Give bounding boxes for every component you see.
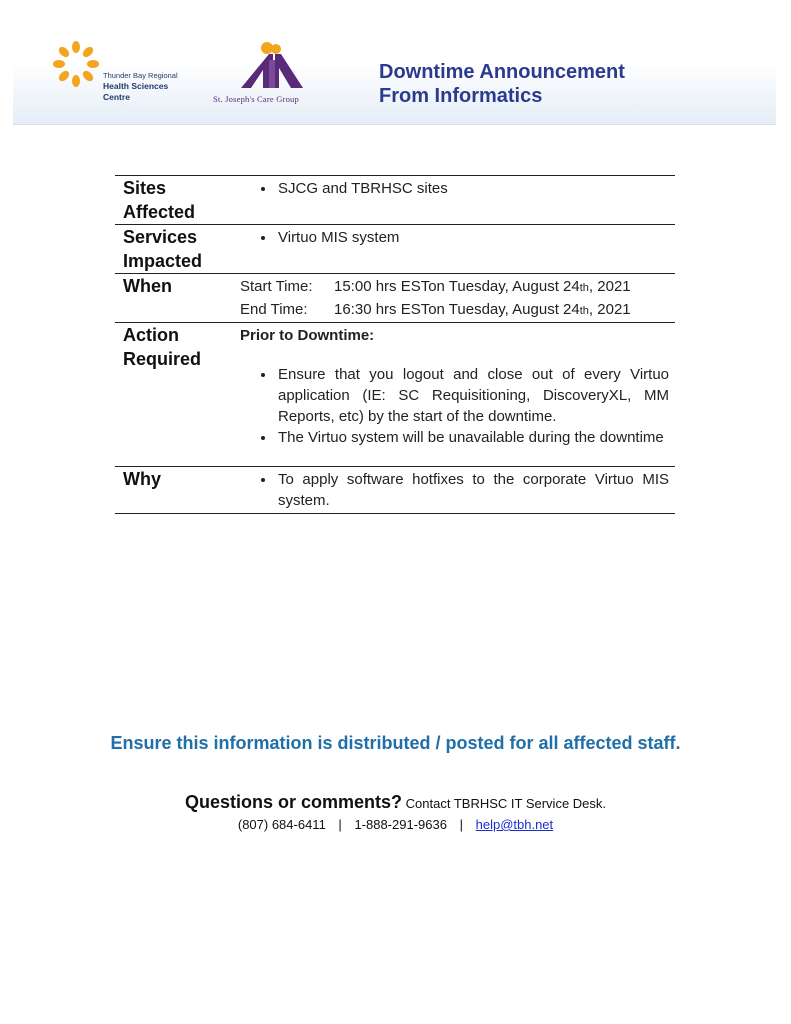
label-sites-affected	[115, 176, 240, 225]
title-line-2: From Informatics	[379, 85, 543, 107]
row-services	[115, 225, 675, 274]
letterhead	[13, 14, 776, 125]
value-sites	[240, 176, 675, 225]
logo1-line2: Health Sciences	[103, 81, 169, 91]
distribution-notice: Ensure this information is distributed / posted for all affected staff.	[110, 733, 681, 753]
tbrhsc-logo-text	[103, 70, 178, 103]
row-action	[115, 323, 675, 467]
action-bullet-1: • Ensure that you logout and close out of every Virtuo application (IE: SC Requisitioning, DiscoveryXL, MM Reports, etc) by the start of the downtime.	[276, 364, 669, 427]
label-action-required	[115, 323, 240, 467]
start-time-value: 15:00 hrs ESTon Tuesday, August 24th, 2021	[334, 278, 631, 295]
label-services-line2: Impacted	[123, 251, 203, 271]
value-when	[240, 274, 675, 323]
tbrhsc-sunburst-logo-icon	[53, 41, 99, 87]
end-time-label: End Time:	[240, 301, 308, 318]
label-services-line1: Services	[123, 227, 198, 247]
row-why	[115, 467, 675, 514]
label-why: Why	[123, 469, 161, 489]
start-time-label: Start Time:	[240, 278, 313, 295]
announcement-title	[379, 60, 625, 108]
label-sites-line1: Sites	[123, 178, 167, 198]
value-why	[240, 467, 675, 514]
sjcg-logo-icon	[233, 40, 305, 90]
why-bullet: • To apply software hotfixes to the corporate Virtuo MIS system.	[276, 469, 669, 511]
value-action	[240, 323, 675, 467]
end-time-value: 16:30 hrs ESTon Tuesday, August 24th, 2021	[334, 301, 631, 318]
separator-1: |	[338, 817, 342, 832]
action-bullet-2: • The Virtuo system will be unavailable during the downtime	[276, 427, 669, 448]
services-bullet: • Virtuo MIS system	[276, 227, 669, 248]
email-link[interactable]: help@tbh.net	[475, 817, 554, 832]
contact-text: Contact TBRHSC IT Service Desk.	[405, 796, 607, 811]
label-services-impacted	[115, 225, 240, 274]
sites-bullet: • SJCG and TBRHSC sites	[276, 178, 669, 199]
sjcg-logo-text: St. Joseph's Care Group	[213, 94, 299, 104]
separator-2: |	[459, 817, 463, 832]
label-action-line1: Action	[123, 325, 179, 345]
downtime-info-table	[115, 175, 675, 514]
logo1-line1: Thunder Bay Regional	[103, 71, 178, 80]
value-services	[240, 225, 675, 274]
label-when: When	[123, 276, 172, 296]
end-time-row	[240, 299, 669, 322]
phone-local: (807) 684-6411	[237, 817, 326, 832]
phone-tollfree: 1-888-291-9636	[354, 817, 447, 832]
questions-heading: Questions or comments?	[184, 792, 403, 812]
start-time-row	[240, 276, 669, 299]
row-sites	[115, 176, 675, 225]
label-action-line2: Required	[123, 349, 202, 369]
questions-line	[0, 792, 791, 813]
contact-details	[0, 817, 791, 832]
label-sites-line2: Affected	[123, 202, 196, 222]
title-line-1: Downtime Announcement	[379, 61, 625, 83]
row-when	[115, 274, 675, 323]
logo1-line3: Centre	[103, 92, 130, 102]
prior-to-downtime-heading: Prior to Downtime:	[240, 327, 375, 344]
